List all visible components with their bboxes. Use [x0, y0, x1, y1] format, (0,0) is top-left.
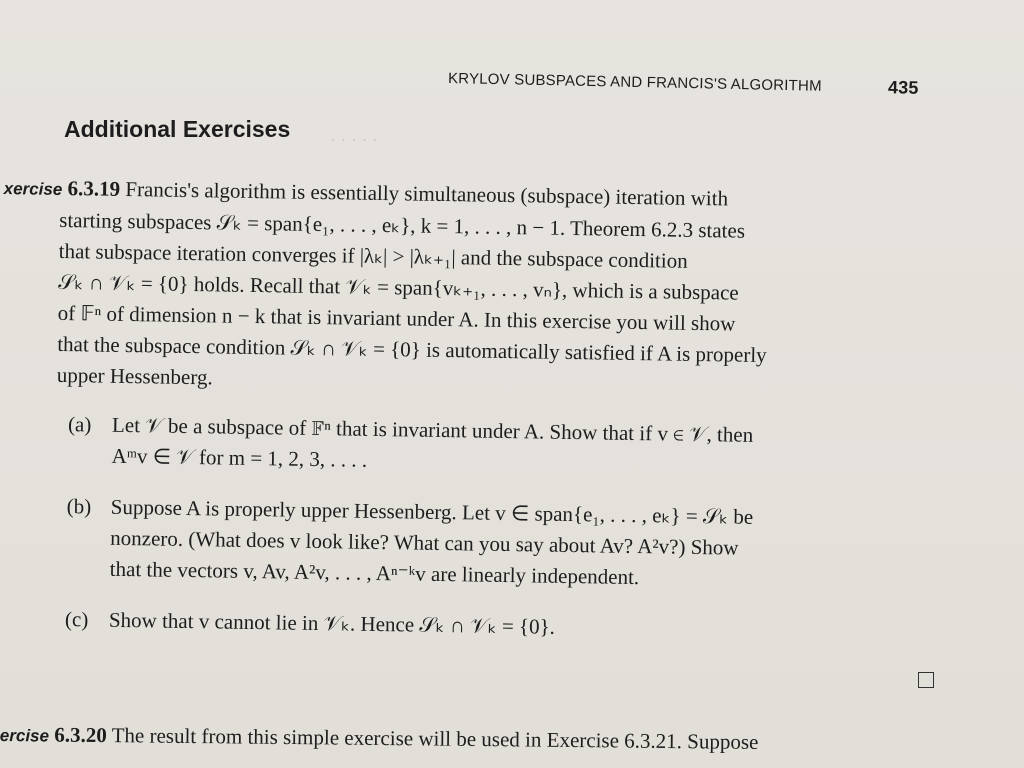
running-title: KRYLOV SUBSPACES AND FRANCIS'S ALGORITHM	[447, 70, 822, 95]
exercise-number: 6.3.20	[54, 722, 107, 748]
exercise-text-line: Francis's algorithm is essentially simultaneous (subspace) iteration with	[125, 176, 729, 211]
exercise-text-line: The result from this simple exercise will be used in Exercise 6.3.21. Suppose	[111, 723, 759, 754]
exercise-label: ercise	[0, 725, 50, 746]
exercise-label: xercise	[3, 179, 63, 199]
exercise-text-line: upper Hessenberg.	[56, 362, 213, 390]
exercise-text-line: starting subspaces 𝒮ₖ = span{e₁, . . . , eₖ}, k = 1, . . . , n − 1. Theorem 6.2.3 states	[59, 207, 746, 243]
part-text-line: nonzero. (What does v look like? What can you say about Av? A²v?) Show	[110, 525, 739, 560]
exercise-text-line: 𝒮ₖ ∩ 𝒱ₖ = {0} holds. Recall that 𝒱ₖ = span{vₖ₊₁, . . . , vₙ}, which is a subspace	[58, 269, 739, 305]
exercise-parts	[0, 408, 936, 649]
exercise-part-b	[0, 490, 935, 598]
exercise-6-3-20	[0, 722, 1000, 757]
section-title: Additional Exercises	[64, 116, 291, 142]
part-label: (a)	[67, 412, 92, 437]
part-text-line: Show that v cannot lie in 𝒱ₖ. Hence 𝒮ₖ ∩ 𝒱ₖ = {0}.	[108, 607, 556, 639]
exercise-text-line: that the subspace condition 𝒮ₖ ∩ 𝒱ₖ = {0} is automatically satisfied if A is properly	[57, 331, 767, 368]
part-text-line: that the vectors v, Av, A²v, . . . , Aⁿ⁻ᵏv are linearly independent.	[109, 556, 640, 590]
part-label: (c)	[64, 607, 89, 632]
page-number: 435	[887, 77, 919, 98]
exercise-text-line: that subspace iteration converges if |λₖ| > |λₖ₊₁| and the subspace condition	[58, 238, 688, 273]
part-label: (b)	[66, 494, 92, 519]
exercise-number: 6.3.19	[67, 176, 121, 201]
bleed-through-text: · · · · ·	[330, 130, 378, 150]
exercise-text-line: of 𝔽ⁿ of dimension n − k that is invariant under A. In this exercise you will show	[57, 300, 736, 336]
running-header	[448, 68, 968, 107]
exercise-part-a	[0, 408, 936, 485]
part-text-line: Suppose A is properly upper Hessenberg. Let v ∈ span{e₁, . . . , eₖ} = 𝒮ₖ be	[110, 494, 754, 529]
part-text-line: Let 𝒱 be a subspace of 𝔽ⁿ that is invariant under A. Show that if v ∈ 𝒱, then	[111, 412, 754, 447]
qed-box-icon	[918, 672, 934, 688]
exercise-6-3-19	[0, 172, 940, 669]
part-text-line: Aᵐv ∈ 𝒱 for m = 1, 2, 3, . . . .	[111, 443, 368, 472]
exercise-part-c	[0, 603, 933, 649]
